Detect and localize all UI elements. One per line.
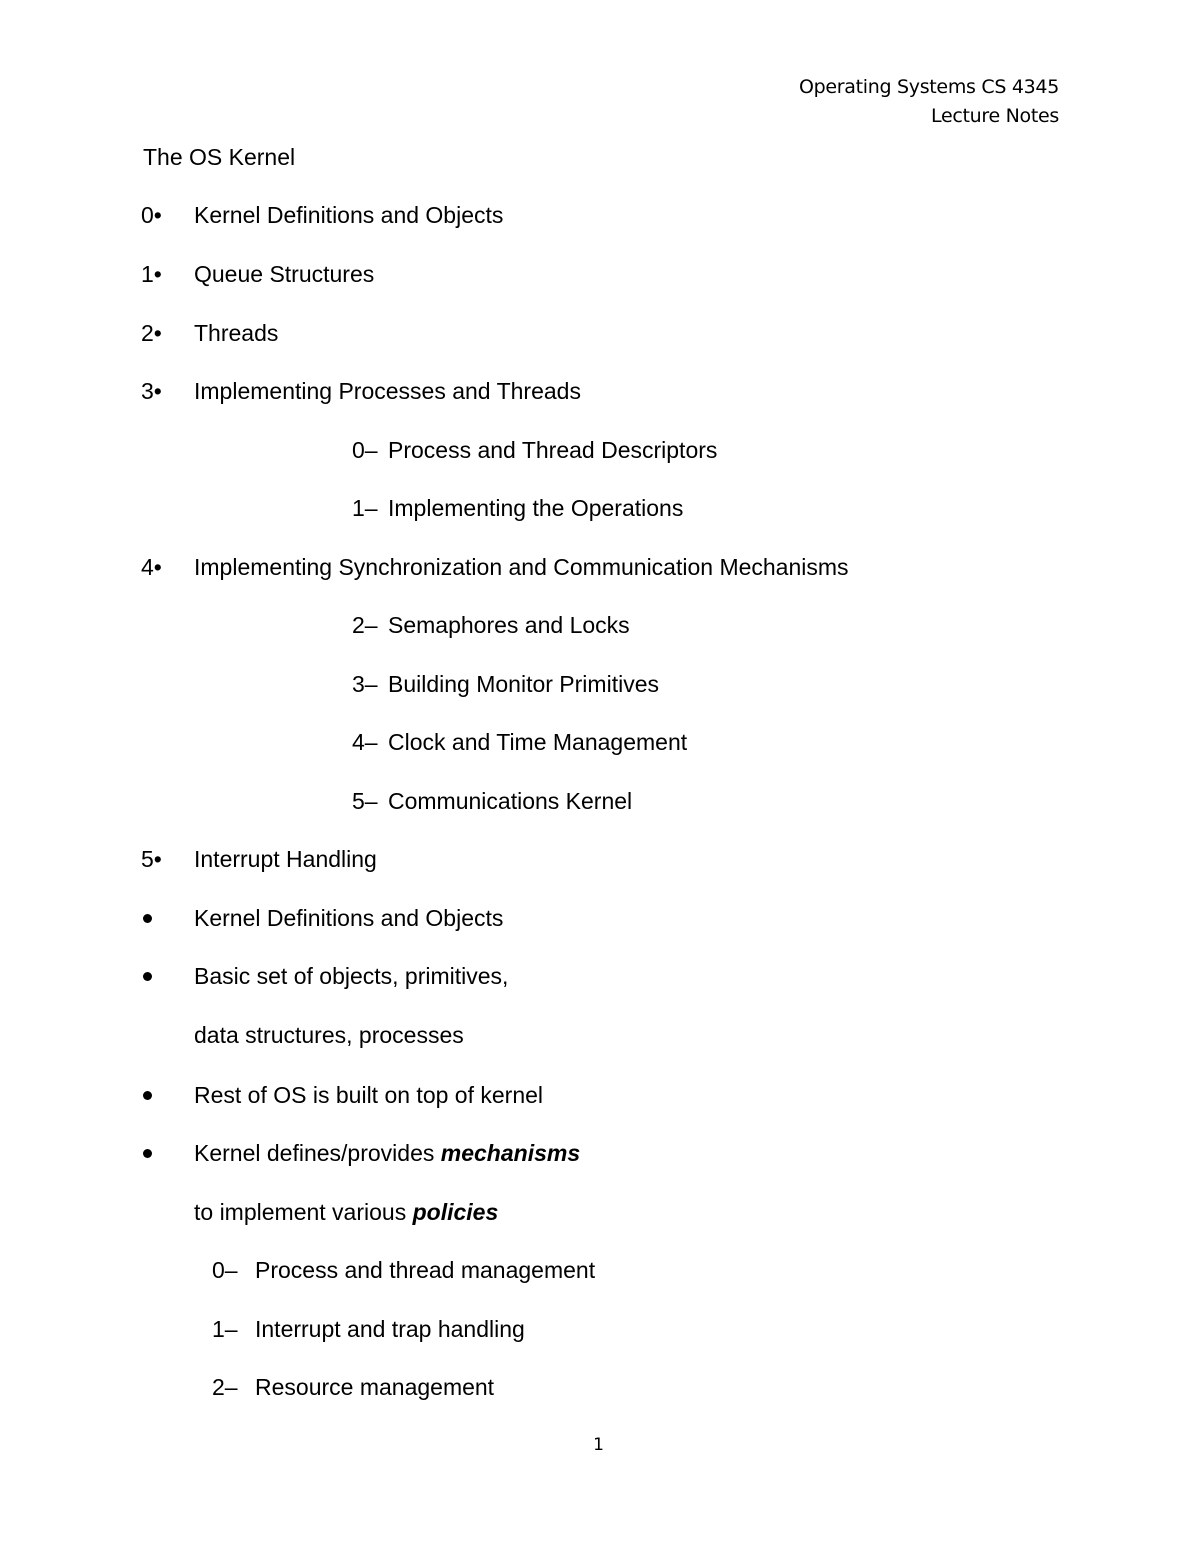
bullet-text: Kernel Definitions and Objects <box>194 905 504 931</box>
policy-marker: 2– <box>212 1374 238 1400</box>
outline-text: Implementing Synchronization and Communication Mechanisms <box>194 554 849 580</box>
bullet-text <box>194 1139 580 1167</box>
policy-text: Process and thread management <box>255 1257 596 1283</box>
outline-text: Threads <box>194 320 279 346</box>
policy-marker: 0– <box>212 1257 238 1283</box>
outline-text: Kernel Definitions and Objects <box>194 202 504 228</box>
outline-marker: 1• <box>141 261 162 287</box>
outline-submarker: 3– <box>352 671 378 697</box>
outline-marker: 4• <box>141 554 162 580</box>
outline-marker: 5• <box>141 846 162 872</box>
outline-text: Implementing Processes and Threads <box>194 378 581 404</box>
outline-submarker: 5– <box>352 788 378 814</box>
outline-submarker: 1– <box>352 495 378 521</box>
outline-marker: 3• <box>141 378 162 404</box>
bullet-text-prefix: to implement various <box>194 1199 413 1225</box>
header-doc-type: Lecture Notes <box>931 105 1059 127</box>
page-title: The OS Kernel <box>143 144 296 170</box>
policy-text: Interrupt and trap handling <box>255 1316 525 1342</box>
outline-text: Queue Structures <box>194 261 375 287</box>
policy-marker: 1– <box>212 1316 238 1342</box>
outline-marker: 2• <box>141 320 162 346</box>
outline-submarker: 4– <box>352 729 378 755</box>
outline-subtext: Process and Thread Descriptors <box>388 437 718 463</box>
outline-subtext: Building Monitor Primitives <box>388 671 659 697</box>
bullet-text-prefix: Kernel defines/provides <box>194 1140 441 1166</box>
bullet-icon <box>143 1149 152 1158</box>
outline-subtext: Implementing the Operations <box>388 495 684 521</box>
policy-text: Resource management <box>255 1374 495 1400</box>
header-course: Operating Systems CS 4345 <box>798 76 1059 98</box>
emphasis-mechanisms: mechanisms <box>440 1140 581 1166</box>
bullet-text: Basic set of objects, primitives, <box>194 963 509 989</box>
bullet-continuation: data structures, processes <box>194 1022 464 1048</box>
outline-subtext: Semaphores and Locks <box>388 612 630 638</box>
bullet-icon <box>143 972 152 981</box>
outline-text: Interrupt Handling <box>194 846 377 872</box>
outline-marker: 0• <box>141 202 162 228</box>
bullet-icon <box>143 1091 152 1100</box>
bullet-text: Rest of OS is built on top of kernel <box>194 1082 544 1108</box>
bullet-continuation <box>194 1198 498 1226</box>
outline-submarker: 2– <box>352 612 378 638</box>
outline-subtext: Clock and Time Management <box>388 729 688 755</box>
outline-submarker: 0– <box>352 437 378 463</box>
emphasis-policies: policies <box>412 1199 499 1225</box>
bullet-icon <box>143 914 152 923</box>
page-number: 1 <box>593 1435 604 1455</box>
outline-subtext: Communications Kernel <box>388 788 633 814</box>
